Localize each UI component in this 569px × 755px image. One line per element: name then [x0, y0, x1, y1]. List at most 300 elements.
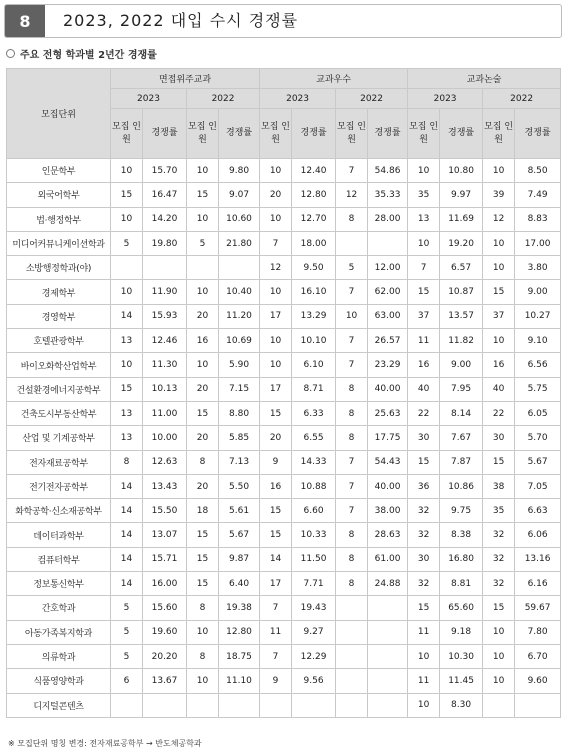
quota-cell: 10	[483, 159, 515, 183]
rate-cell: 6.05	[515, 401, 561, 425]
quota-cell: 10	[408, 644, 440, 668]
rate-cell: 7.13	[219, 450, 260, 474]
rate-cell	[368, 596, 408, 620]
rate-cell	[368, 669, 408, 693]
table-row	[7, 572, 561, 596]
quota-cell: 13	[408, 207, 440, 231]
quota-header: 모집 인원	[336, 109, 368, 159]
quota-cell: 15	[483, 450, 515, 474]
rate-cell: 19.20	[440, 231, 483, 255]
table-row	[7, 231, 561, 255]
quota-cell: 35	[483, 499, 515, 523]
quota-cell: 5	[111, 596, 143, 620]
quota-cell: 36	[408, 474, 440, 498]
quota-cell: 16	[187, 329, 219, 353]
rate-cell: 10.87	[440, 280, 483, 304]
rate-cell: 9.50	[292, 256, 336, 280]
rate-cell: 16.10	[292, 280, 336, 304]
quota-cell: 8	[336, 401, 368, 425]
quota-cell: 6	[111, 669, 143, 693]
rate-cell: 12.70	[292, 207, 336, 231]
rate-cell: 10.30	[440, 644, 483, 668]
quota-cell: 32	[408, 523, 440, 547]
quota-cell: 7	[336, 499, 368, 523]
quota-header: 모집 인원	[187, 109, 219, 159]
quota-cell: 20	[187, 304, 219, 328]
quota-cell: 32	[483, 572, 515, 596]
rate-cell	[143, 256, 187, 280]
quota-cell: 8	[336, 426, 368, 450]
rate-cell: 5.50	[219, 474, 260, 498]
unit-header: 모집단위	[7, 69, 111, 159]
table-row	[7, 499, 561, 523]
quota-cell: 15	[187, 523, 219, 547]
rate-cell: 13.07	[143, 523, 187, 547]
quota-cell: 15	[111, 377, 143, 401]
table-row	[7, 280, 561, 304]
rate-cell: 16.47	[143, 183, 187, 207]
quota-cell	[260, 693, 292, 717]
rate-cell: 19.38	[219, 596, 260, 620]
rate-cell: 6.16	[515, 572, 561, 596]
rate-cell: 18.00	[292, 231, 336, 255]
quota-cell: 13	[111, 329, 143, 353]
rate-cell: 19.80	[143, 231, 187, 255]
quota-cell	[336, 669, 368, 693]
quota-cell: 32	[408, 499, 440, 523]
rate-cell: 26.57	[368, 329, 408, 353]
quota-cell: 14	[260, 547, 292, 571]
quota-cell: 40	[408, 377, 440, 401]
quota-cell: 16	[260, 474, 292, 498]
rate-cell: 59.67	[515, 596, 561, 620]
quota-cell: 20	[187, 377, 219, 401]
group-header-essay: 교과논술	[408, 69, 561, 89]
rate-cell: 14.20	[143, 207, 187, 231]
quota-cell: 14	[111, 572, 143, 596]
quota-cell: 17	[260, 377, 292, 401]
quota-cell: 37	[483, 304, 515, 328]
rate-cell: 54.43	[368, 450, 408, 474]
quota-cell	[187, 693, 219, 717]
quota-cell: 10	[111, 159, 143, 183]
quota-header: 모집 인원	[408, 109, 440, 159]
rate-cell: 9.00	[440, 353, 483, 377]
quota-cell: 8	[187, 596, 219, 620]
rate-cell: 10.00	[143, 426, 187, 450]
quota-cell: 32	[483, 523, 515, 547]
unit-name-cell: 호텔관광학부	[7, 329, 111, 353]
quota-cell: 10	[187, 159, 219, 183]
rate-cell: 9.75	[440, 499, 483, 523]
quota-cell: 10	[260, 207, 292, 231]
unit-name-cell: 정보통신학부	[7, 572, 111, 596]
quota-cell: 13	[111, 426, 143, 450]
quota-cell: 9	[260, 669, 292, 693]
unit-name-cell: 의류학과	[7, 644, 111, 668]
rate-cell	[368, 231, 408, 255]
year-header: 2022	[336, 89, 408, 109]
rate-cell: 7.49	[515, 183, 561, 207]
rate-cell: 7.87	[440, 450, 483, 474]
rate-cell: 19.60	[143, 620, 187, 644]
rate-cell: 10.80	[440, 159, 483, 183]
rate-cell: 5.61	[219, 499, 260, 523]
table-row	[7, 256, 561, 280]
subtitle-text: 주요 전형 학과별 2년간 경쟁률	[20, 50, 157, 61]
rate-cell: 12.80	[219, 620, 260, 644]
rate-cell: 6.40	[219, 572, 260, 596]
table-row	[7, 377, 561, 401]
table-row	[7, 693, 561, 717]
circle-bullet-icon	[6, 49, 15, 58]
unit-name-cell: 법·행정학부	[7, 207, 111, 231]
quota-cell: 10	[260, 353, 292, 377]
quota-cell: 15	[187, 401, 219, 425]
rate-cell: 38.00	[368, 499, 408, 523]
quota-cell: 40	[483, 377, 515, 401]
quota-cell: 11	[408, 620, 440, 644]
rate-cell	[368, 620, 408, 644]
quota-cell: 30	[408, 547, 440, 571]
rate-cell: 17.75	[368, 426, 408, 450]
rate-cell: 28.63	[368, 523, 408, 547]
table-row	[7, 644, 561, 668]
quota-cell: 30	[483, 426, 515, 450]
quota-cell: 7	[336, 280, 368, 304]
quota-cell: 7	[336, 329, 368, 353]
unit-name-cell: 산업 및 기계공학부	[7, 426, 111, 450]
unit-name-cell: 데이터과학부	[7, 523, 111, 547]
rate-cell: 16.00	[143, 572, 187, 596]
table-row	[7, 353, 561, 377]
rate-cell: 54.86	[368, 159, 408, 183]
rate-cell: 10.40	[219, 280, 260, 304]
rate-cell: 8.38	[440, 523, 483, 547]
quota-cell: 5	[111, 231, 143, 255]
quota-cell: 32	[408, 572, 440, 596]
rate-cell: 63.00	[368, 304, 408, 328]
quota-cell: 14	[111, 523, 143, 547]
quota-cell: 14	[111, 499, 143, 523]
table-row	[7, 401, 561, 425]
rate-cell: 13.29	[292, 304, 336, 328]
rate-cell: 12.80	[292, 183, 336, 207]
rate-cell: 3.80	[515, 256, 561, 280]
rate-cell: 15.50	[143, 499, 187, 523]
unit-name-cell: 소방행정학과(야)	[7, 256, 111, 280]
quota-header: 모집 인원	[483, 109, 515, 159]
quota-cell: 8	[187, 450, 219, 474]
rate-header: 경쟁률	[219, 109, 260, 159]
quota-cell: 10	[408, 693, 440, 717]
quota-cell: 20	[187, 426, 219, 450]
quota-cell: 7	[336, 159, 368, 183]
rate-cell: 10.33	[292, 523, 336, 547]
quota-cell: 10	[187, 353, 219, 377]
quota-cell: 10	[408, 231, 440, 255]
unit-name-cell: 건축도시부동산학부	[7, 401, 111, 425]
quota-cell: 10	[260, 329, 292, 353]
quota-cell: 7	[408, 256, 440, 280]
rate-cell: 10.10	[292, 329, 336, 353]
quota-cell: 15	[187, 183, 219, 207]
rate-cell: 28.00	[368, 207, 408, 231]
rate-cell: 11.82	[440, 329, 483, 353]
quota-cell: 7	[260, 596, 292, 620]
rate-cell: 18.75	[219, 644, 260, 668]
rate-cell: 5.75	[515, 377, 561, 401]
quota-cell: 10	[187, 207, 219, 231]
quota-cell	[336, 644, 368, 668]
rate-cell: 9.10	[515, 329, 561, 353]
quota-cell: 5	[111, 644, 143, 668]
rate-cell: 11.69	[440, 207, 483, 231]
rate-cell: 6.60	[292, 499, 336, 523]
rate-cell: 9.18	[440, 620, 483, 644]
competition-rate-table	[6, 68, 561, 718]
rate-cell: 7.05	[515, 474, 561, 498]
quota-cell: 10	[260, 159, 292, 183]
rate-cell: 13.16	[515, 547, 561, 571]
rate-cell: 12.40	[292, 159, 336, 183]
quota-cell: 20	[260, 426, 292, 450]
rate-cell: 5.70	[515, 426, 561, 450]
table-row	[7, 329, 561, 353]
rate-cell	[143, 693, 187, 717]
unit-name-cell: 화학공학·신소재공학부	[7, 499, 111, 523]
quota-cell: 8	[336, 377, 368, 401]
rate-cell: 6.70	[515, 644, 561, 668]
quota-cell: 10	[483, 644, 515, 668]
section-subtitle	[6, 46, 157, 61]
quota-cell	[111, 693, 143, 717]
quota-cell: 10	[336, 304, 368, 328]
rate-cell: 65.60	[440, 596, 483, 620]
quota-cell: 10	[187, 280, 219, 304]
quota-cell: 22	[483, 401, 515, 425]
unit-name-cell: 바이오화학산업학부	[7, 353, 111, 377]
quota-cell: 7	[260, 644, 292, 668]
quota-cell: 15	[187, 572, 219, 596]
quota-cell: 10	[483, 620, 515, 644]
quota-cell: 20	[260, 183, 292, 207]
rate-cell: 6.56	[515, 353, 561, 377]
rate-header: 경쟁률	[143, 109, 187, 159]
rate-cell: 21.80	[219, 231, 260, 255]
quota-cell: 8	[336, 523, 368, 547]
rate-cell	[368, 693, 408, 717]
rate-cell: 19.43	[292, 596, 336, 620]
year-header: 2023	[408, 89, 483, 109]
rate-cell: 7.95	[440, 377, 483, 401]
rate-cell: 8.80	[219, 401, 260, 425]
rate-cell: 14.33	[292, 450, 336, 474]
quota-cell: 12	[483, 207, 515, 231]
rate-cell: 10.86	[440, 474, 483, 498]
quota-cell: 10	[483, 256, 515, 280]
quota-cell: 5	[336, 256, 368, 280]
quota-cell: 14	[111, 474, 143, 498]
quota-cell	[336, 231, 368, 255]
quota-cell: 8	[336, 547, 368, 571]
rate-cell: 13.43	[143, 474, 187, 498]
footnote: ※ 모집단위 명칭 변경: 전자재료공학부 → 반도체공학과	[8, 739, 202, 748]
quota-cell: 5	[111, 620, 143, 644]
rate-cell: 20.20	[143, 644, 187, 668]
rate-cell: 12.63	[143, 450, 187, 474]
rate-cell: 11.20	[219, 304, 260, 328]
rate-cell: 17.00	[515, 231, 561, 255]
quota-cell	[111, 256, 143, 280]
unit-name-cell: 컴퓨터학부	[7, 547, 111, 571]
quota-cell: 16	[483, 353, 515, 377]
quota-cell	[187, 256, 219, 280]
rate-cell: 8.71	[292, 377, 336, 401]
rate-cell: 13.67	[143, 669, 187, 693]
rate-cell: 11.50	[292, 547, 336, 571]
quota-cell: 7	[260, 231, 292, 255]
rate-cell: 9.07	[219, 183, 260, 207]
table-row	[7, 159, 561, 183]
quota-cell	[483, 693, 515, 717]
year-header: 2023	[111, 89, 187, 109]
quota-cell: 15	[408, 596, 440, 620]
rate-cell: 11.90	[143, 280, 187, 304]
rate-cell: 23.29	[368, 353, 408, 377]
quota-cell: 10	[111, 207, 143, 231]
section-number-badge: 8	[5, 5, 45, 37]
quota-cell: 8	[336, 207, 368, 231]
quota-cell: 15	[483, 280, 515, 304]
quota-cell: 10	[408, 159, 440, 183]
quota-cell: 38	[483, 474, 515, 498]
unit-name-cell: 인문학부	[7, 159, 111, 183]
quota-cell: 10	[111, 280, 143, 304]
rate-cell: 5.90	[219, 353, 260, 377]
unit-name-cell: 건설환경에너지공학부	[7, 377, 111, 401]
quota-cell: 30	[408, 426, 440, 450]
unit-name-cell: 전자재료공학부	[7, 450, 111, 474]
year-header: 2023	[260, 89, 336, 109]
table-row	[7, 596, 561, 620]
quota-cell: 8	[336, 572, 368, 596]
unit-name-cell: 식품영양학과	[7, 669, 111, 693]
table-row	[7, 474, 561, 498]
quota-cell: 13	[111, 401, 143, 425]
rate-cell: 7.67	[440, 426, 483, 450]
rate-cell: 16.80	[440, 547, 483, 571]
quota-cell: 10	[187, 669, 219, 693]
unit-name-cell: 전기전자공학부	[7, 474, 111, 498]
rate-cell: 15.93	[143, 304, 187, 328]
quota-cell: 15	[483, 596, 515, 620]
rate-cell: 6.06	[515, 523, 561, 547]
rate-cell: 25.63	[368, 401, 408, 425]
quota-cell: 15	[260, 523, 292, 547]
quota-cell: 35	[408, 183, 440, 207]
quota-cell: 10	[111, 353, 143, 377]
rate-cell: 13.57	[440, 304, 483, 328]
quota-cell: 15	[408, 280, 440, 304]
rate-cell: 10.27	[515, 304, 561, 328]
unit-name-cell: 경제학부	[7, 280, 111, 304]
rate-cell	[515, 693, 561, 717]
rate-cell: 9.00	[515, 280, 561, 304]
rate-cell: 11.10	[219, 669, 260, 693]
group-header-interview: 면접위주교과	[111, 69, 260, 89]
quota-cell: 16	[408, 353, 440, 377]
rate-cell: 6.57	[440, 256, 483, 280]
rate-header: 경쟁률	[515, 109, 561, 159]
quota-cell: 39	[483, 183, 515, 207]
rate-cell: 9.56	[292, 669, 336, 693]
rate-cell: 15.71	[143, 547, 187, 571]
quota-cell: 20	[187, 474, 219, 498]
rate-cell: 9.87	[219, 547, 260, 571]
rate-cell: 9.27	[292, 620, 336, 644]
quota-cell: 14	[111, 547, 143, 571]
rate-cell: 62.00	[368, 280, 408, 304]
table-row	[7, 523, 561, 547]
quota-cell: 7	[336, 474, 368, 498]
quota-cell: 5	[187, 231, 219, 255]
rate-cell: 11.30	[143, 353, 187, 377]
quota-cell: 32	[483, 547, 515, 571]
rate-cell: 40.00	[368, 474, 408, 498]
quota-cell: 14	[111, 304, 143, 328]
quota-cell: 15	[408, 450, 440, 474]
quota-header: 모집 인원	[111, 109, 143, 159]
quota-cell: 11	[408, 669, 440, 693]
quota-cell: 10	[187, 620, 219, 644]
rate-cell: 24.88	[368, 572, 408, 596]
quota-cell: 8	[111, 450, 143, 474]
quota-cell: 10	[483, 669, 515, 693]
quota-cell: 9	[260, 450, 292, 474]
table-row	[7, 547, 561, 571]
rate-cell: 7.71	[292, 572, 336, 596]
rate-cell: 12.46	[143, 329, 187, 353]
rate-cell: 5.67	[515, 450, 561, 474]
unit-name-cell: 간호학과	[7, 596, 111, 620]
quota-cell: 7	[336, 353, 368, 377]
section-header	[4, 4, 562, 38]
rate-cell: 12.00	[368, 256, 408, 280]
table-row	[7, 183, 561, 207]
quota-cell: 22	[408, 401, 440, 425]
quota-cell: 15	[260, 401, 292, 425]
quota-cell: 10	[260, 280, 292, 304]
rate-cell: 10.13	[143, 377, 187, 401]
rate-header: 경쟁률	[440, 109, 483, 159]
quota-cell: 8	[187, 644, 219, 668]
unit-name-cell: 아동가족복지학과	[7, 620, 111, 644]
quota-cell: 18	[187, 499, 219, 523]
group-header-grades: 교과우수	[260, 69, 408, 89]
rate-cell: 8.50	[515, 159, 561, 183]
quota-cell: 10	[483, 329, 515, 353]
table-row	[7, 450, 561, 474]
table-row	[7, 620, 561, 644]
rate-cell: 5.67	[219, 523, 260, 547]
rate-cell	[219, 256, 260, 280]
rate-cell: 10.88	[292, 474, 336, 498]
rate-cell	[292, 693, 336, 717]
quota-cell: 15	[260, 499, 292, 523]
quota-cell: 15	[187, 547, 219, 571]
rate-cell: 5.85	[219, 426, 260, 450]
